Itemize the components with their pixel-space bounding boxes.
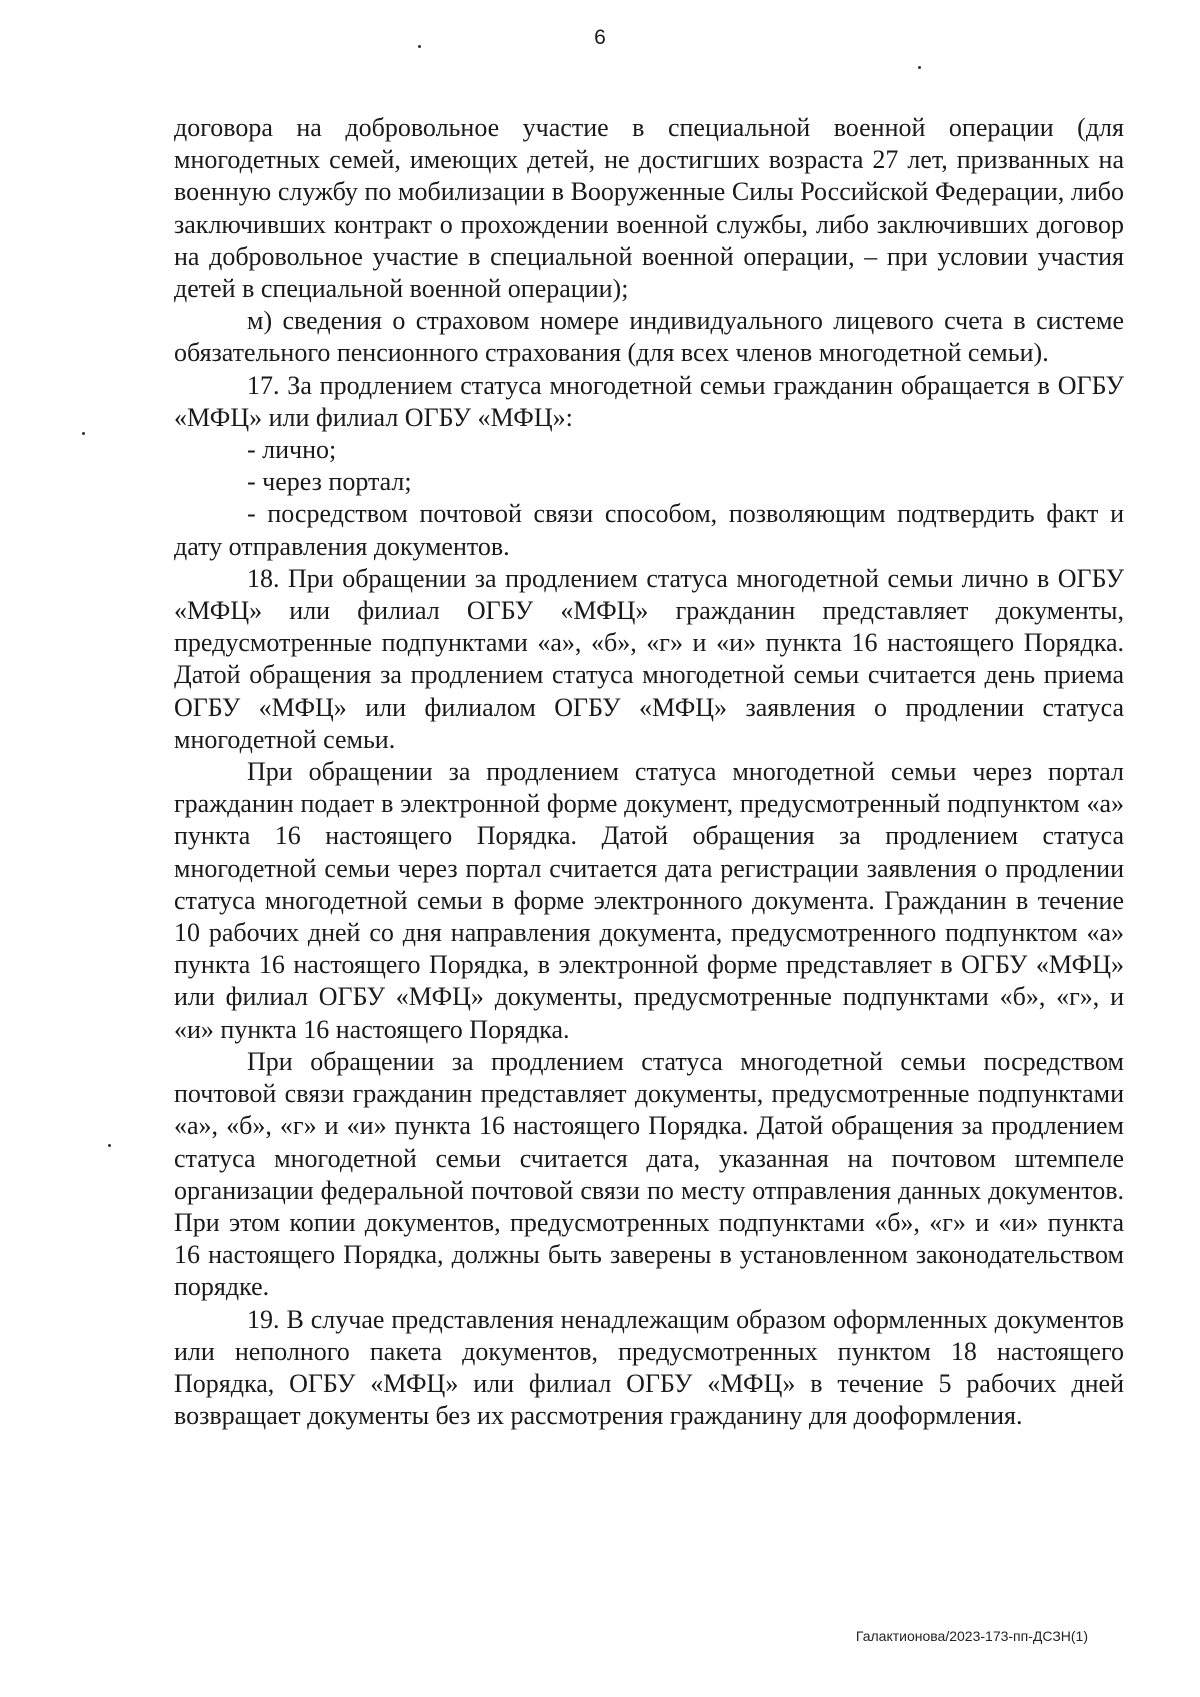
paragraph-postal: При обращении за продлением статуса многодетной семьи посредством почтовой связи гражданин представляет документы, предусмотренные подпунктами «а», «б», «г» и «и» пункта 16 настоящего Порядка. Датой обращения за продлением статуса многодетной семьи считается дата, указанная на почтовом штемпеле организации федеральной почтовой связи по месту отправления данных документов. При этом копии документов, предусмотренных подпунктами «б», «г» и «и» пункта 16 настоящего Порядка, должны быть заверены в установленном законодательством порядке. — [174, 1046, 1124, 1302]
list-item: - посредством почтовой связи способом, позволяющим подтвердить факт и дату отправления документов. — [174, 499, 1124, 561]
paragraph-19: 19. В случае представления ненадлежащим образом оформленных документов или неполного пакета документов, предусмотренных пунктом 18 настоящего Порядка, ОГБУ «МФЦ» или филиал ОГБУ «МФЦ» в течение 5 рабочих дней возвращает документы без их рассмотрения гражданину для дооформления. — [174, 1304, 1124, 1431]
list-item: - через портал; — [247, 467, 412, 497]
document-reference: Галактионова/2023-173-пп-ДСЗН(1) — [855, 1628, 1088, 1644]
paragraph-item-m: м) сведения о страховом номере индивидуального лицевого счета в системе обязательного пенсионного страхования (для всех членов многодетной семьи). — [174, 306, 1124, 368]
scan-artifact — [418, 45, 421, 48]
scan-artifact — [108, 1144, 111, 1147]
paragraph-portal: При обращении за продлением статуса многодетной семьи через портал гражданин подает в электронной форме документ, предусмотренный подпунктом «а» пункта 16 настоящего Порядка. Датой обращения за продлением статуса многодетной семьи через портал считается дата регистрации заявления о продлении статуса многодетной семьи в форме электронного документа. Гражданин в течение 10 рабочих дней со дня направления документа, предусмотренного подпунктом «а» пункта 16 настоящего Порядка, в электронной форме представляет в ОГБУ «МФЦ» или филиал ОГБУ «МФЦ» документы, предусмотренные подпунктами «б», «г», и «и» пункта 16 настоящего Порядка. — [174, 757, 1124, 1044]
paragraph-18: 18. При обращении за продлением статуса многодетной семьи лично в ОГБУ «МФЦ» или филиал ОГБУ «МФЦ» гражданин представляет документы, предусмотренные подпунктами «а», «б», «г» и «и» пункта 16 настоящего Порядка. Датой обращения за продлением статуса многодетной семьи считается день приема ОГБУ «МФЦ» или филиалом ОГБУ «МФЦ» заявления о продлении статуса многодетной семьи. — [174, 563, 1124, 754]
document-body — [174, 112, 1124, 1432]
list-item: - лично; — [247, 435, 337, 465]
scan-artifact — [82, 432, 85, 435]
page-number: 6 — [594, 26, 606, 49]
paragraph-17: 17. За продлением статуса многодетной семьи гражданин обращается в ОГБУ «МФЦ» или филиал ОГБУ «МФЦ»: — [174, 370, 1124, 432]
paragraph-continuation: договора на добровольное участие в специальной военной операции (для многодетных семей, имеющих детей, не достигших возраста 27 лет, призванных на военную службу по мобилизации в Вооруженные Силы Российской Федерации, либо заключивших контракт о прохождении военной службы, либо заключивших договор на добровольное участие в специальной военной операции, – при условии участия детей в специальной военной операции); — [174, 113, 1124, 304]
scan-artifact — [918, 66, 921, 69]
